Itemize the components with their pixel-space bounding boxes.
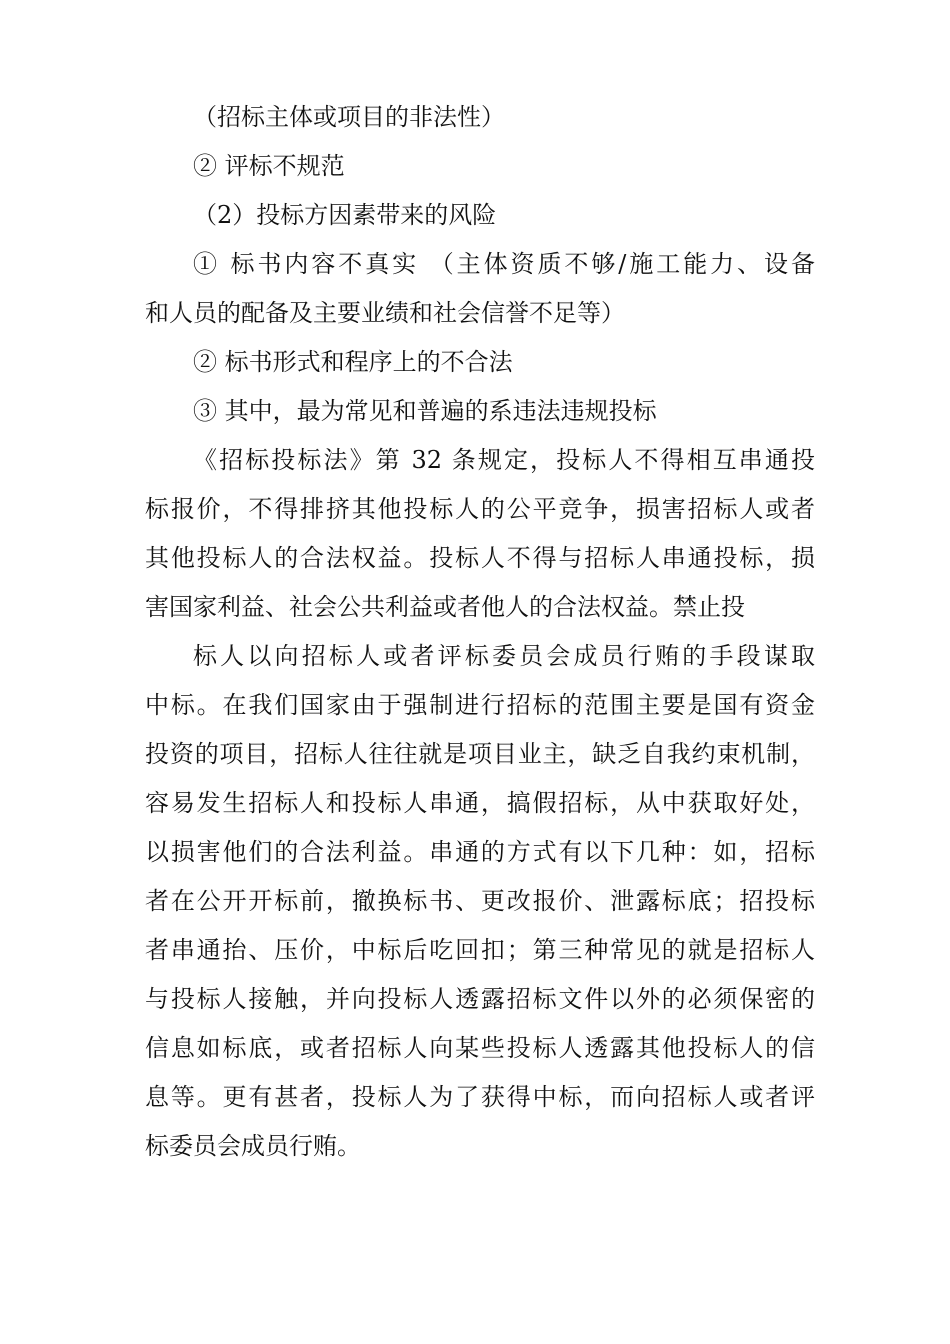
text-line: 信息如标底，或者招标人向某些投标人透露其他投标人的信 bbox=[145, 1034, 815, 1062]
text-line: 《招标投标法》第 32 条规定，投标人不得相互串通投 bbox=[193, 446, 815, 474]
text-line: 者在公开开标前，撤换标书、更改报价、泄露标底；招投标 bbox=[145, 887, 815, 915]
text-line: 者串通抬、压价，中标后吃回扣；第三种常见的就是招标人 bbox=[145, 936, 815, 964]
text-line: 息等。更有甚者，投标人为了获得中标，而向招标人或者评 bbox=[145, 1083, 815, 1111]
text-line: 害国家利益、社会公共利益或者他人的合法权益。禁止投 bbox=[145, 593, 745, 621]
text-line: 标报价，不得排挤其他投标人的公平竞争，损害招标人或者 bbox=[145, 495, 815, 523]
text-line: 其他投标人的合法权益。投标人不得与招标人串通投标，损 bbox=[145, 544, 815, 572]
text-line-subitem: （招标主体或项目的非法性） bbox=[193, 103, 505, 131]
text-line: 投资的项目，招标人往往就是项目业主，缺乏自我约束机制， bbox=[145, 740, 815, 768]
text-line: 标委员会成员行贿。 bbox=[145, 1132, 361, 1160]
text-line-item: ② 标书形式和程序上的不合法 bbox=[193, 348, 513, 376]
text-line: 标人以向招标人或者评标委员会成员行贿的手段谋取 bbox=[193, 642, 815, 670]
text-line: 与投标人接触，并向投标人透露招标文件以外的必须保密的 bbox=[145, 985, 815, 1013]
text-line: 容易发生招标人和投标人串通，搞假招标，从中获取好处， bbox=[145, 789, 815, 817]
text-line-item: ② 评标不规范 bbox=[193, 152, 345, 180]
list-section bbox=[145, 93, 815, 436]
text-line-continuation: 和人员的配备及主要业绩和社会信誉不足等） bbox=[145, 299, 625, 327]
text-line-item: ③ 其中，最为常见和普遍的系违法违规投标 bbox=[193, 397, 657, 425]
text-line-heading: （2）投标方因素带来的风险 bbox=[193, 201, 497, 229]
text-line: 中标。在我们国家由于强制进行招标的范围主要是国有资金 bbox=[145, 691, 815, 719]
paragraph-main bbox=[145, 632, 815, 1171]
text-line: 以损害他们的合法利益。串通的方式有以下几种：如，招标 bbox=[145, 838, 815, 866]
paragraph-law-quote bbox=[145, 436, 815, 632]
text-line-item: ① 标书内容不真实 （主体资质不够/施工能力、设备 bbox=[193, 250, 815, 278]
